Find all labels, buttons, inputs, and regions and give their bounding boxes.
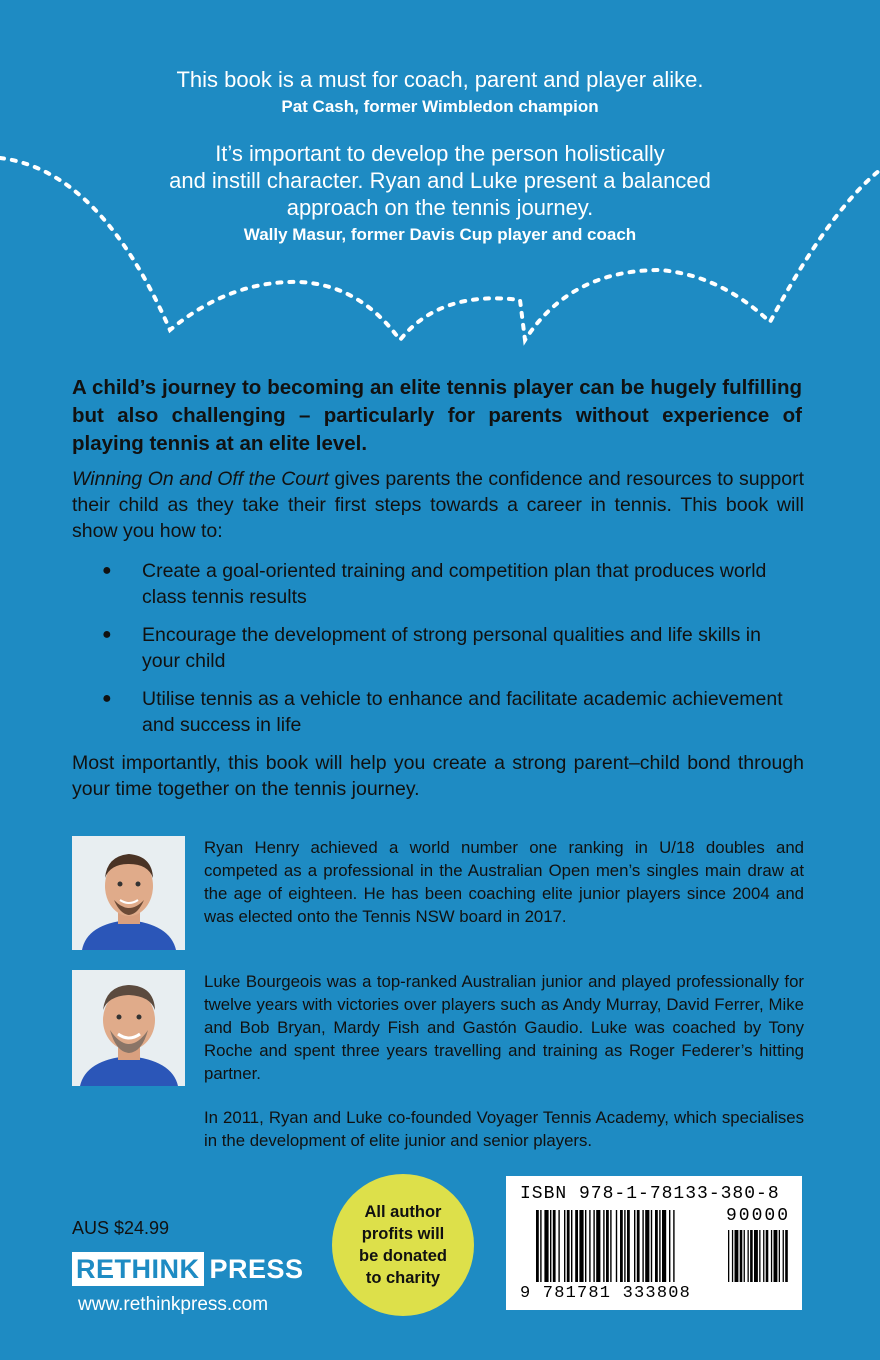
badge-line: All author bbox=[364, 1203, 442, 1221]
charity-badge bbox=[332, 1174, 474, 1316]
publisher-url[interactable]: www.rethinkpress.com bbox=[78, 1294, 269, 1315]
list-item-text: Encourage the development of strong personal qualities and life skills in your child bbox=[142, 624, 761, 672]
benefits-list bbox=[72, 558, 792, 750]
addon-code: 90000 bbox=[725, 1206, 790, 1226]
price: AUS $24.99 bbox=[72, 1218, 170, 1238]
quote-1 bbox=[60, 66, 820, 117]
author-photo-ryan bbox=[72, 836, 185, 950]
book-title: Winning On and Off the Court bbox=[72, 468, 329, 490]
publisher-logo bbox=[72, 1252, 304, 1286]
isbn-text: ISBN 978-1-78133-380-8 bbox=[520, 1184, 780, 1204]
logo-boxed-text: RETHINK bbox=[72, 1252, 204, 1286]
bullet-icon: ● bbox=[102, 626, 112, 643]
bullet-icon: ● bbox=[102, 690, 112, 707]
barcode-panel bbox=[506, 1176, 802, 1310]
closing-paragraph: Most importantly, this book will help you create a strong parent–child bond through your time together on the tennis journey. bbox=[72, 752, 804, 800]
quote-2-attribution: Wally Masur, former Davis Cup player and coach bbox=[243, 225, 637, 244]
badge-line: to charity bbox=[365, 1269, 441, 1287]
ean-number: 9 781781 333808 bbox=[520, 1284, 692, 1303]
quote-2-line: and instill character. Ryan and Luke present a balanced bbox=[169, 168, 711, 193]
academy-paragraph: In 2011, Ryan and Luke co-founded Voyager Tennis Academy, which specialises in the development of elite junior and senior players. bbox=[204, 1108, 804, 1150]
quote-2-line: It’s important to develop the person holistically bbox=[215, 141, 665, 166]
author-bio-ryan: Ryan Henry achieved a world number one ranking in U/18 doubles and competed as a professional in the Australian Open men’s singles main draw at the age of eighteen. He has been coaching elite junior players since 2004 and was elected onto the Tennis NSW board in 2017. bbox=[204, 838, 804, 926]
list-item-text: Create a goal-oriented training and competition plan that produces world class tennis results bbox=[142, 560, 767, 608]
intro-paragraph: A child’s journey to becoming an elite tennis player can be hugely fulfilling but also challenging – particularly for parents without experience of playing tennis at an elite level. bbox=[72, 376, 802, 455]
quote-2-line: approach on the tennis journey. bbox=[286, 195, 594, 220]
dotted-trajectory-decoration bbox=[0, 140, 880, 360]
badge-line: profits will bbox=[361, 1225, 445, 1243]
description-paragraph bbox=[72, 466, 804, 544]
list-item bbox=[72, 622, 792, 674]
badge-line: be donated bbox=[358, 1247, 447, 1265]
quote-1-text: This book is a must for coach, parent and player alike. bbox=[176, 67, 704, 92]
list-item-text: Utilise tennis as a vehicle to enhance and facilitate academic achievement and success in life bbox=[142, 688, 783, 736]
author-bio-luke: Luke Bourgeois was a top-ranked Australian junior and played professionally for twelve years with victories over players such as Andy Murray, David Ferrer, Mike and Bob Bryan, Mardy Fish and Gastón Gaudio. Luke was coached by Tony Roche and spent three years travelling and training as Roger Federer’s hitting partner. bbox=[204, 972, 804, 1083]
bullet-icon: ● bbox=[102, 562, 112, 579]
list-item bbox=[72, 686, 792, 738]
logo-plain-text: PRESS bbox=[209, 1253, 304, 1284]
author-photo-luke bbox=[72, 970, 185, 1086]
quote-1-attribution: Pat Cash, former Wimbledon champion bbox=[281, 97, 599, 116]
description-text: gives parents the confidence and resources to support their child as they take their first steps towards a career in tennis. This book will show you how to: bbox=[72, 468, 804, 542]
list-item bbox=[72, 558, 792, 610]
